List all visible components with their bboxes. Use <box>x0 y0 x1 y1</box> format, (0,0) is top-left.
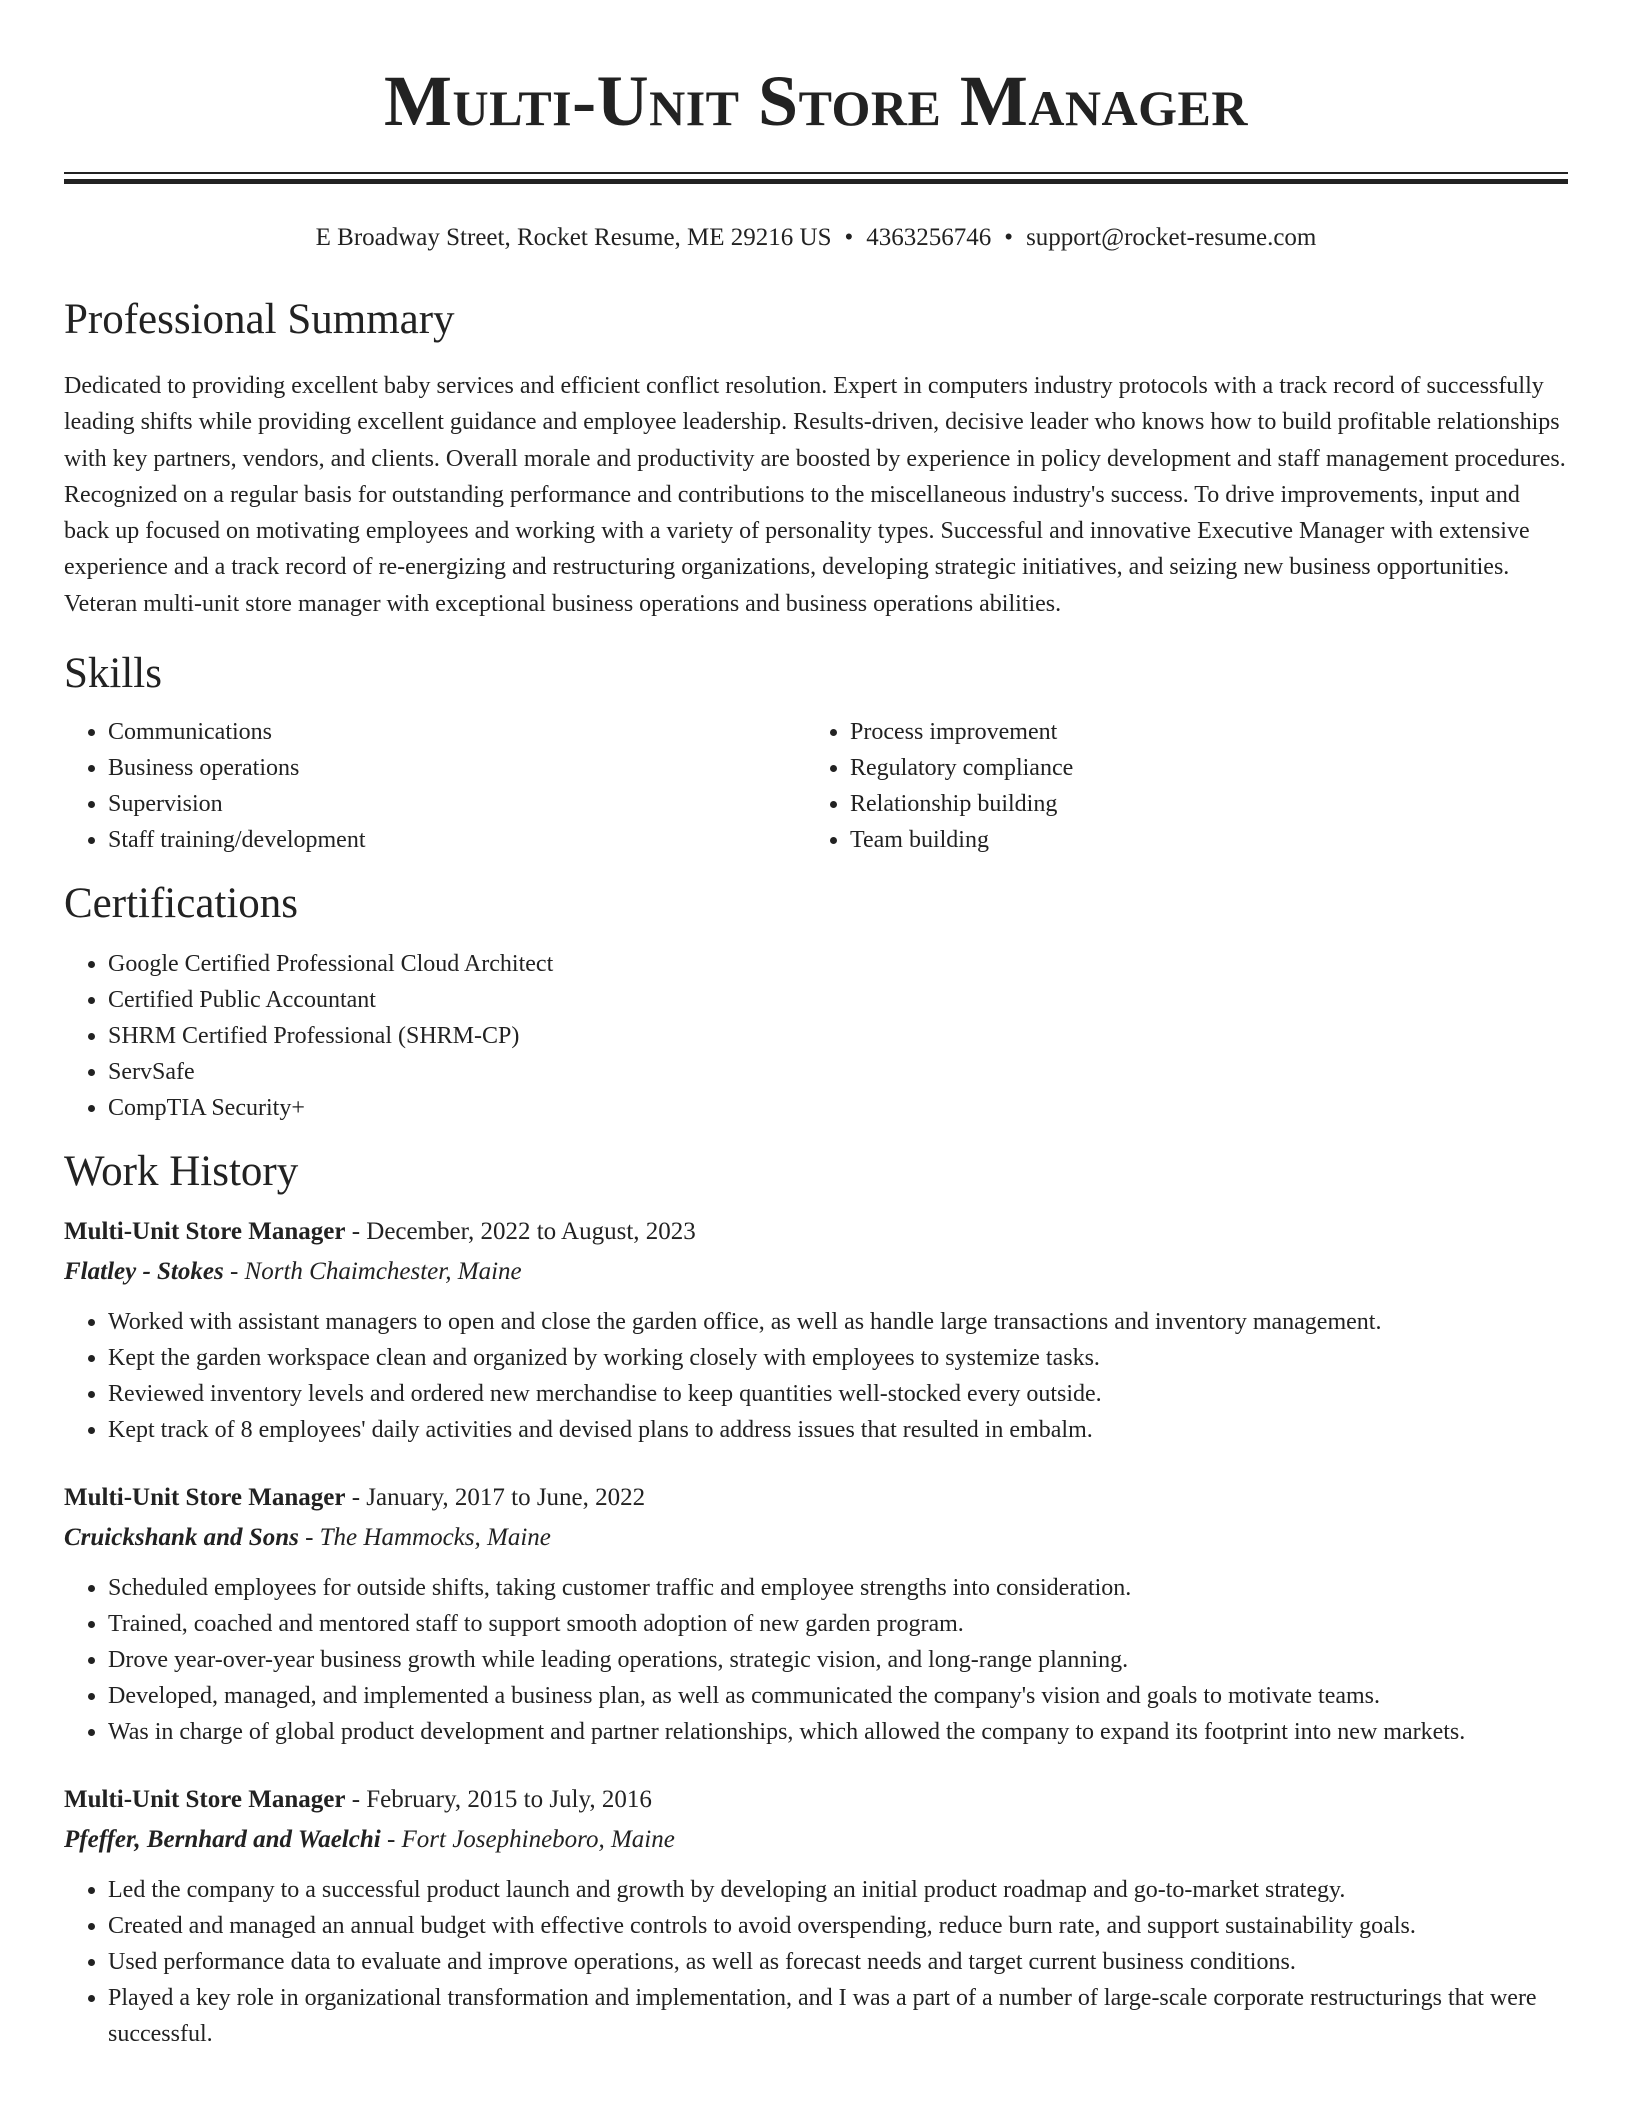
skill-item: • Supervision <box>108 786 806 822</box>
contact-email[interactable]: support@rocket-resume.com <box>1026 224 1317 251</box>
job-bullet: • Scheduled employees for outside shifts, taking customer traffic and employee strengths into consideration. <box>108 1570 1568 1606</box>
job-title-line <box>64 1212 1568 1252</box>
resume-name: Multi-Unit Store Manager <box>384 61 1248 141</box>
skill-item: • Regulatory compliance <box>850 750 1548 786</box>
job-company: Flatley - Stokes <box>64 1258 224 1286</box>
skill-item: • Staff training/development <box>108 822 806 858</box>
job-bullet: • Was in charge of global product development and partner relationships, which allowed the company to expand its footprint into new markets. <box>108 1714 1568 1750</box>
summary-heading: Professional Summary <box>64 296 455 343</box>
job-company: Cruickshank and Sons <box>64 1524 299 1552</box>
job-role: Multi-Unit Store Manager <box>64 1484 346 1512</box>
job-dates: - February, 2015 to July, 2016 <box>345 1786 652 1814</box>
certification-item: • Google Certified Professional Cloud Architect <box>108 946 1568 982</box>
skills-grid <box>64 714 1568 858</box>
header-divider <box>64 172 1568 184</box>
skills-heading: Skills <box>64 650 162 698</box>
job-bullet: • Reviewed inventory levels and ordered new merchandise to keep quantities well-stocked every outside. <box>108 1376 1568 1412</box>
certification-item: • CompTIA Security+ <box>108 1090 1568 1126</box>
job-company: Pfeffer, Bernhard and Waelchi <box>64 1826 381 1854</box>
job-dates: - January, 2017 to June, 2022 <box>345 1484 646 1512</box>
job-role: Multi-Unit Store Manager <box>64 1786 346 1814</box>
job-employer-line <box>64 1252 1568 1292</box>
job-bullet: • Developed, managed, and implemented a business plan, as well as communicated the company's vision and goals to motivate teams. <box>108 1678 1568 1714</box>
contact-separator: • <box>844 224 854 251</box>
job-bullet: • Created and managed an annual budget with effective controls to avoid overspending, reduce burn rate, and support sustainability goals. <box>108 1908 1568 1944</box>
contact-phone: 4363256746 <box>866 224 992 251</box>
job-employer-line <box>64 1820 1568 1860</box>
skill-item: • Process improvement <box>850 714 1548 750</box>
skill-item: • Business operations <box>108 750 806 786</box>
job-location: - Fort Josephineboro, Maine <box>380 1826 675 1854</box>
job-entry <box>64 1478 1568 1750</box>
job-bullet: • Led the company to a successful product launch and growth by developing an initial product roadmap and go-to-market strategy. <box>108 1872 1568 1908</box>
summary-text: Dedicated to providing excellent baby services and efficient conflict resolution. Expert in computers industry protocols with a track record of successfully leading shifts while providing excellent guidance and employee leadership. Results-driven, decisive leader who knows how to build profitable relationships with key partners, vendors, and clients. Overall morale and productivity are boosted by experience in policy development and staff management procedures. Recognized on a regular basis for outstanding performance and contributions to the miscellaneous industry's success. To drive improvements, input and back up focused on motivating employees and working with a variety of personality types. Successful and innovative Executive Manager with extensive experience and a track record of re-energizing and restructuring organizations, developing strategic initiatives, and seizing new business opportunities. Veteran multi-unit store manager with exceptional business operations and business operations abilities. <box>64 373 1566 617</box>
job-title-line <box>64 1780 1568 1820</box>
job-bullets <box>64 1304 1568 1448</box>
job-title-line <box>64 1478 1568 1518</box>
skills-list-right <box>806 714 1548 858</box>
certifications-heading: Certifications <box>64 880 299 928</box>
skills-list-left <box>64 714 806 858</box>
job-bullet: • Kept track of 8 employees' daily activities and devised plans to address issues that resulted in embalm. <box>108 1412 1568 1448</box>
job-bullet: • Kept the garden workspace clean and organized by working closely with employees to systemize tasks. <box>108 1340 1568 1376</box>
job-entry <box>64 1212 1568 1448</box>
job-bullet: • Played a key role in organizational transformation and implementation, and I was a part of a number of large-scale corporate restructurings that were successful. <box>108 1980 1568 2052</box>
job-bullet: • Drove year-over-year business growth while leading operations, strategic vision, and long-range planning. <box>108 1642 1568 1678</box>
job-bullet: • Trained, coached and mentored staff to support smooth adoption of new garden program. <box>108 1606 1568 1642</box>
job-bullets <box>64 1570 1568 1750</box>
certification-item: • SHRM Certified Professional (SHRM-CP) <box>108 1018 1568 1054</box>
skill-item: • Relationship building <box>850 786 1548 822</box>
job-role: Multi-Unit Store Manager <box>64 1218 346 1246</box>
skill-item: • Communications <box>108 714 806 750</box>
certification-item: • Certified Public Accountant <box>108 982 1568 1018</box>
job-entry <box>64 1780 1568 2052</box>
certification-item: • ServSafe <box>108 1054 1568 1090</box>
work-history-heading: Work History <box>64 1148 299 1196</box>
skills-column-left <box>64 714 806 858</box>
job-location: - North Chaimchester, Maine <box>223 1258 522 1286</box>
contact-line <box>64 222 1568 254</box>
certifications-list <box>64 946 1568 1126</box>
skill-item: • Team building <box>850 822 1548 858</box>
skills-column-right <box>806 714 1548 858</box>
contact-separator: • <box>1004 224 1014 251</box>
job-dates: - December, 2022 to August, 2023 <box>345 1218 696 1246</box>
contact-address: E Broadway Street, Rocket Resume, ME 29216 US <box>315 224 832 251</box>
job-bullet: • Worked with assistant managers to open and close the garden office, as well as handle large transactions and inventory management. <box>108 1304 1568 1340</box>
job-employer-line <box>64 1518 1568 1558</box>
job-location: - The Hammocks, Maine <box>298 1524 551 1552</box>
job-bullets <box>64 1872 1568 2052</box>
job-bullet: • Used performance data to evaluate and improve operations, as well as forecast needs and target current business conditions. <box>108 1944 1568 1980</box>
